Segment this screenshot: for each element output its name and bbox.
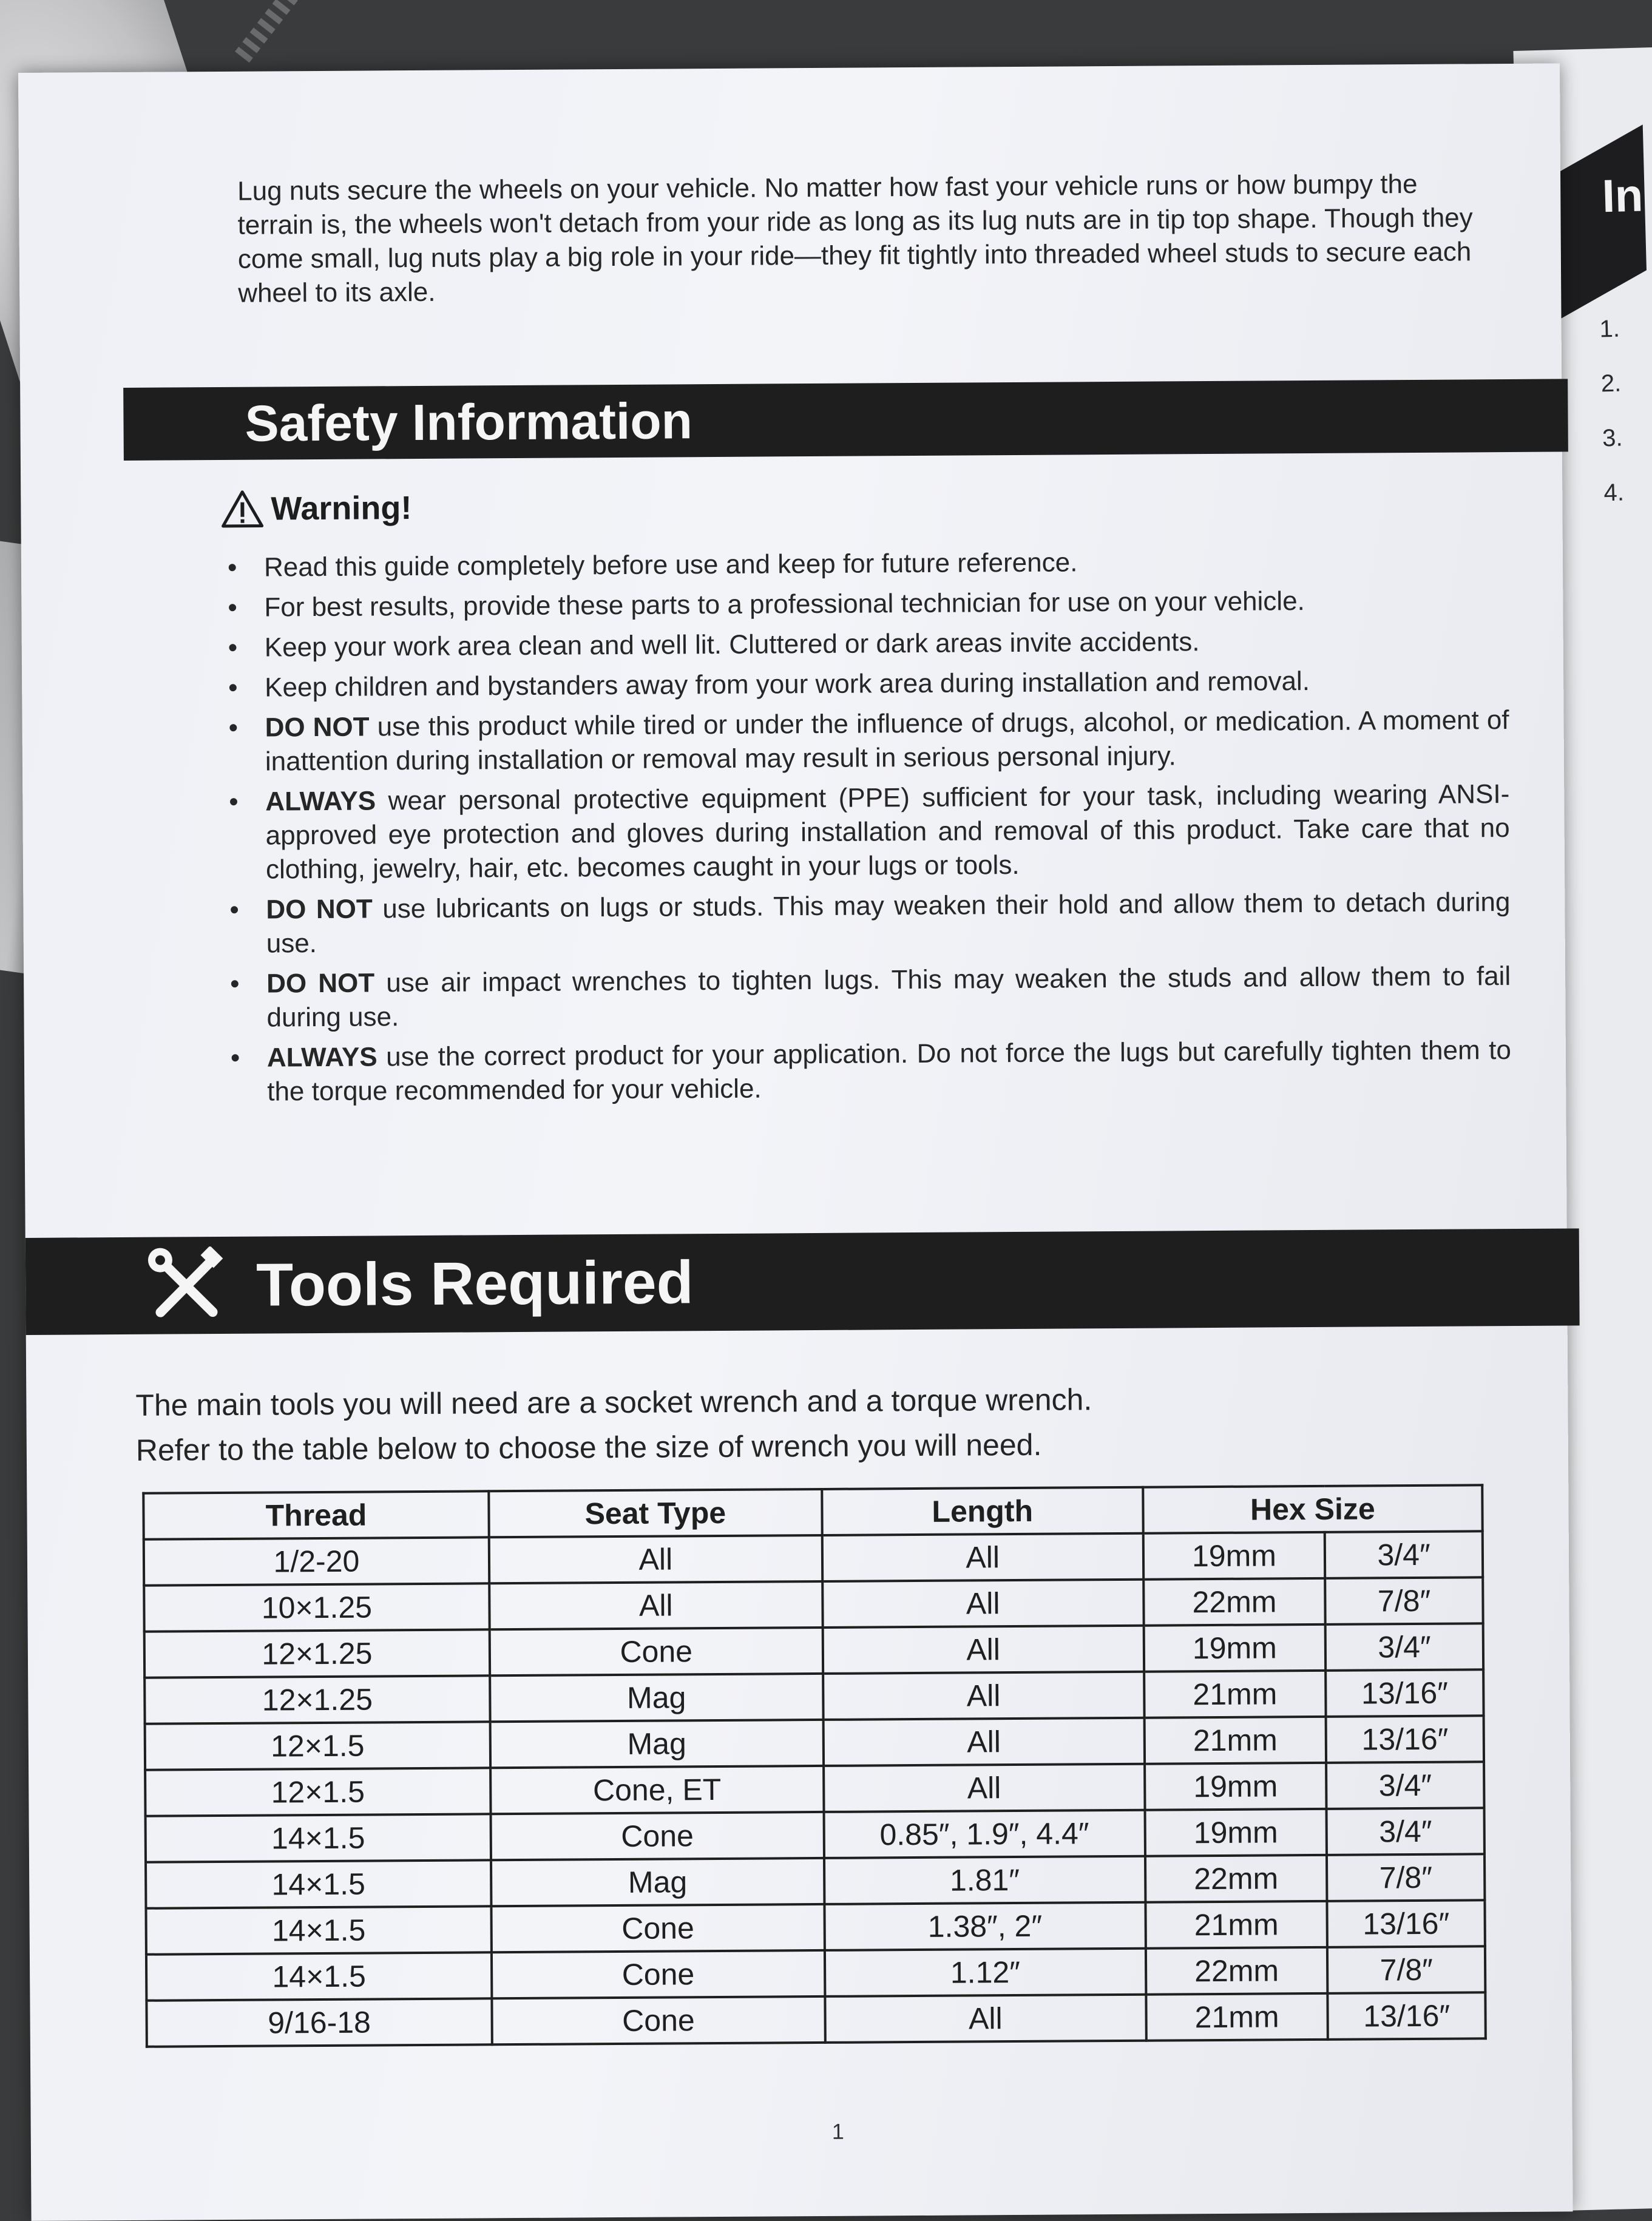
cell-thread: 12×1.5: [145, 1722, 490, 1770]
cell-hex-inch: 13/16″: [1328, 1992, 1486, 2040]
cell-hex-inch: 13/16″: [1326, 1716, 1484, 1763]
safety-item: • Keep your work area clean and well lit. Cluttered or dark areas invite accidents.: [204, 623, 1509, 665]
table-row: [144, 1531, 1483, 1585]
instruction-sheet: [18, 63, 1573, 2220]
safety-header: [123, 379, 1568, 461]
table-row: [145, 1762, 1484, 1816]
cell-length: All: [823, 1718, 1144, 1766]
cell-thread: 14×1.5: [146, 1860, 491, 1908]
cell-length: All: [824, 1764, 1145, 1812]
cell-thread: 12×1.5: [145, 1768, 490, 1816]
table-row: [146, 1946, 1485, 2000]
header-seat-type: Seat Type: [489, 1489, 822, 1537]
tools-description: [135, 1374, 1471, 1472]
cell-length: 0.85″, 1.9″, 4.4″: [824, 1810, 1145, 1858]
safety-item: • Keep children and bystanders away from your work area during installation and removal.: [204, 663, 1509, 705]
safety-item: • Read this guide completely before use and keep for future reference.: [203, 543, 1508, 585]
adjacent-page-number: 2.: [1600, 370, 1622, 397]
safety-item: • DO NOT use this product while tired or under the influence of drugs, alcohol, or medication. A moment of inattention during installation or removal may result in serious personal injury.: [204, 703, 1509, 779]
cell-hex-mm: 19mm: [1143, 1532, 1325, 1580]
table-row: [145, 1716, 1484, 1770]
tools-title: Tools Required: [256, 1248, 694, 1319]
safety-item: • ALWAYS wear personal protective equipment (PPE) sufficient for your task, including wearing ANSI-approved eye protection and gloves during installation and removal of this product. Take care that no clothing, jewelry, hair, etc. becomes caught in your lugs or tools.: [205, 777, 1510, 887]
safety-item: • DO NOT use lubricants on lugs or studs. This may weaken their hold and allow them to detach during use.: [205, 885, 1511, 961]
safety-title: Safety Information: [245, 391, 693, 452]
cell-hex-inch: 3/4″: [1325, 1531, 1483, 1578]
cell-hex-inch: 3/4″: [1325, 1623, 1483, 1671]
cell-seat-type: Cone: [490, 1628, 823, 1675]
cell-length: All: [822, 1533, 1143, 1581]
table-row: [146, 1900, 1484, 1954]
adjacent-page-number: 3.: [1602, 424, 1623, 452]
table-row: [144, 1623, 1483, 1677]
cell-thread: 14×1.5: [146, 1952, 492, 2000]
page-number: 1: [831, 2118, 844, 2144]
tools-header: [25, 1228, 1580, 1335]
cell-hex-inch: 7/8″: [1325, 1577, 1483, 1624]
warning-label: Warning!: [271, 490, 412, 527]
safety-item: • DO NOT use air impact wrenches to tighten lugs. This may weaken the studs and allow them to fail during use.: [206, 959, 1511, 1035]
cell-hex-inch: 7/8″: [1327, 1854, 1484, 1901]
cell-thread: 14×1.5: [146, 1814, 491, 1862]
cell-hex-mm: 21mm: [1145, 1901, 1327, 1949]
cell-hex-inch: 3/4″: [1327, 1808, 1484, 1855]
table-row: [144, 1669, 1483, 1723]
cell-seat-type: Cone, ET: [490, 1766, 824, 1814]
cell-hex-inch: 3/4″: [1326, 1762, 1484, 1809]
warning-icon: [221, 490, 263, 528]
adjacent-page-heading: In: [1601, 169, 1644, 223]
intro-paragraph: Lug nuts secure the wheels on your vehicle. No matter how fast your vehicle runs or how bumpy the terrain is, the wheels won't detach from your ride as long as its lug nuts are in tip top shape. Though they come small, lug nuts play a big role in your ride—they fit tightly into threaded wheel studs to secure each wheel to its axle.: [237, 169, 1473, 308]
header-hex-size: Hex Size: [1143, 1485, 1483, 1533]
cell-length: 1.81″: [824, 1856, 1145, 1904]
table-row: [146, 1854, 1484, 1908]
safety-item: • For best results, provide these parts to a professional technician for use on your vehicle.: [203, 583, 1508, 625]
warning-heading: [221, 489, 411, 528]
cell-hex-inch: 13/16″: [1327, 1900, 1485, 1947]
adjacent-page-number: 4.: [1603, 479, 1625, 507]
cell-hex-mm: 22mm: [1146, 1947, 1328, 1995]
cell-hex-mm: 19mm: [1145, 1763, 1327, 1810]
cell-hex-mm: 21mm: [1146, 1993, 1328, 2041]
header-length: Length: [822, 1487, 1143, 1535]
tools-line: Refer to the table below to choose the size of wrench you will need.: [135, 1427, 1042, 1467]
cell-hex-mm: 21mm: [1144, 1717, 1326, 1764]
cell-seat-type: Mag: [490, 1720, 824, 1768]
cell-seat-type: Mag: [490, 1674, 823, 1722]
cell-length: 1.38″, 2″: [824, 1902, 1145, 1950]
cell-thread: 12×1.25: [144, 1675, 490, 1723]
cell-thread: 1/2-20: [144, 1537, 489, 1585]
cell-hex-inch: 13/16″: [1325, 1669, 1483, 1717]
tools-line: The main tools you will need are a socket wrench and a torque wrench.: [135, 1382, 1092, 1422]
cell-length: All: [822, 1580, 1143, 1628]
cell-thread: 10×1.25: [144, 1583, 489, 1631]
cell-length: All: [825, 1995, 1146, 2043]
table-body: [144, 1531, 1486, 2046]
header-thread: Thread: [143, 1491, 489, 1539]
cell-length: All: [822, 1626, 1143, 1674]
cell-length: 1.12″: [825, 1949, 1146, 1996]
cell-seat-type: Cone: [492, 1950, 825, 1998]
cell-seat-type: Cone: [490, 1812, 824, 1860]
cell-hex-inch: 7/8″: [1327, 1946, 1485, 1993]
hex-size-table: [142, 1484, 1487, 2047]
cell-seat-type: Mag: [491, 1858, 824, 1906]
cable: [235, 0, 305, 63]
cell-thread: 12×1.25: [144, 1629, 490, 1677]
cell-seat-type: All: [489, 1535, 822, 1583]
cell-seat-type: All: [489, 1581, 822, 1629]
cell-length: All: [823, 1672, 1144, 1720]
cell-hex-mm: 21mm: [1144, 1671, 1326, 1718]
table-row: [146, 1808, 1484, 1862]
cell-hex-mm: 22mm: [1143, 1578, 1325, 1626]
table-row: [144, 1577, 1483, 1631]
table-row: [146, 1992, 1485, 2046]
safety-list: [203, 543, 1512, 1115]
cell-hex-mm: 19mm: [1143, 1624, 1325, 1672]
adjacent-page-number: 1.: [1599, 315, 1620, 343]
safety-item: • ALWAYS use the correct product for your application. Do not force the lugs but carefully tighten them to the torque recommended for your vehicle.: [206, 1033, 1512, 1109]
cell-thread: 9/16-18: [146, 1998, 492, 2046]
cell-hex-mm: 19mm: [1145, 1809, 1327, 1856]
cell-thread: 14×1.5: [146, 1906, 491, 1954]
tools-icon: [147, 1246, 226, 1326]
cell-hex-mm: 22mm: [1145, 1855, 1327, 1902]
table-header-row: [143, 1485, 1482, 1539]
cell-seat-type: Cone: [492, 1996, 825, 2044]
cell-seat-type: Cone: [491, 1904, 824, 1952]
